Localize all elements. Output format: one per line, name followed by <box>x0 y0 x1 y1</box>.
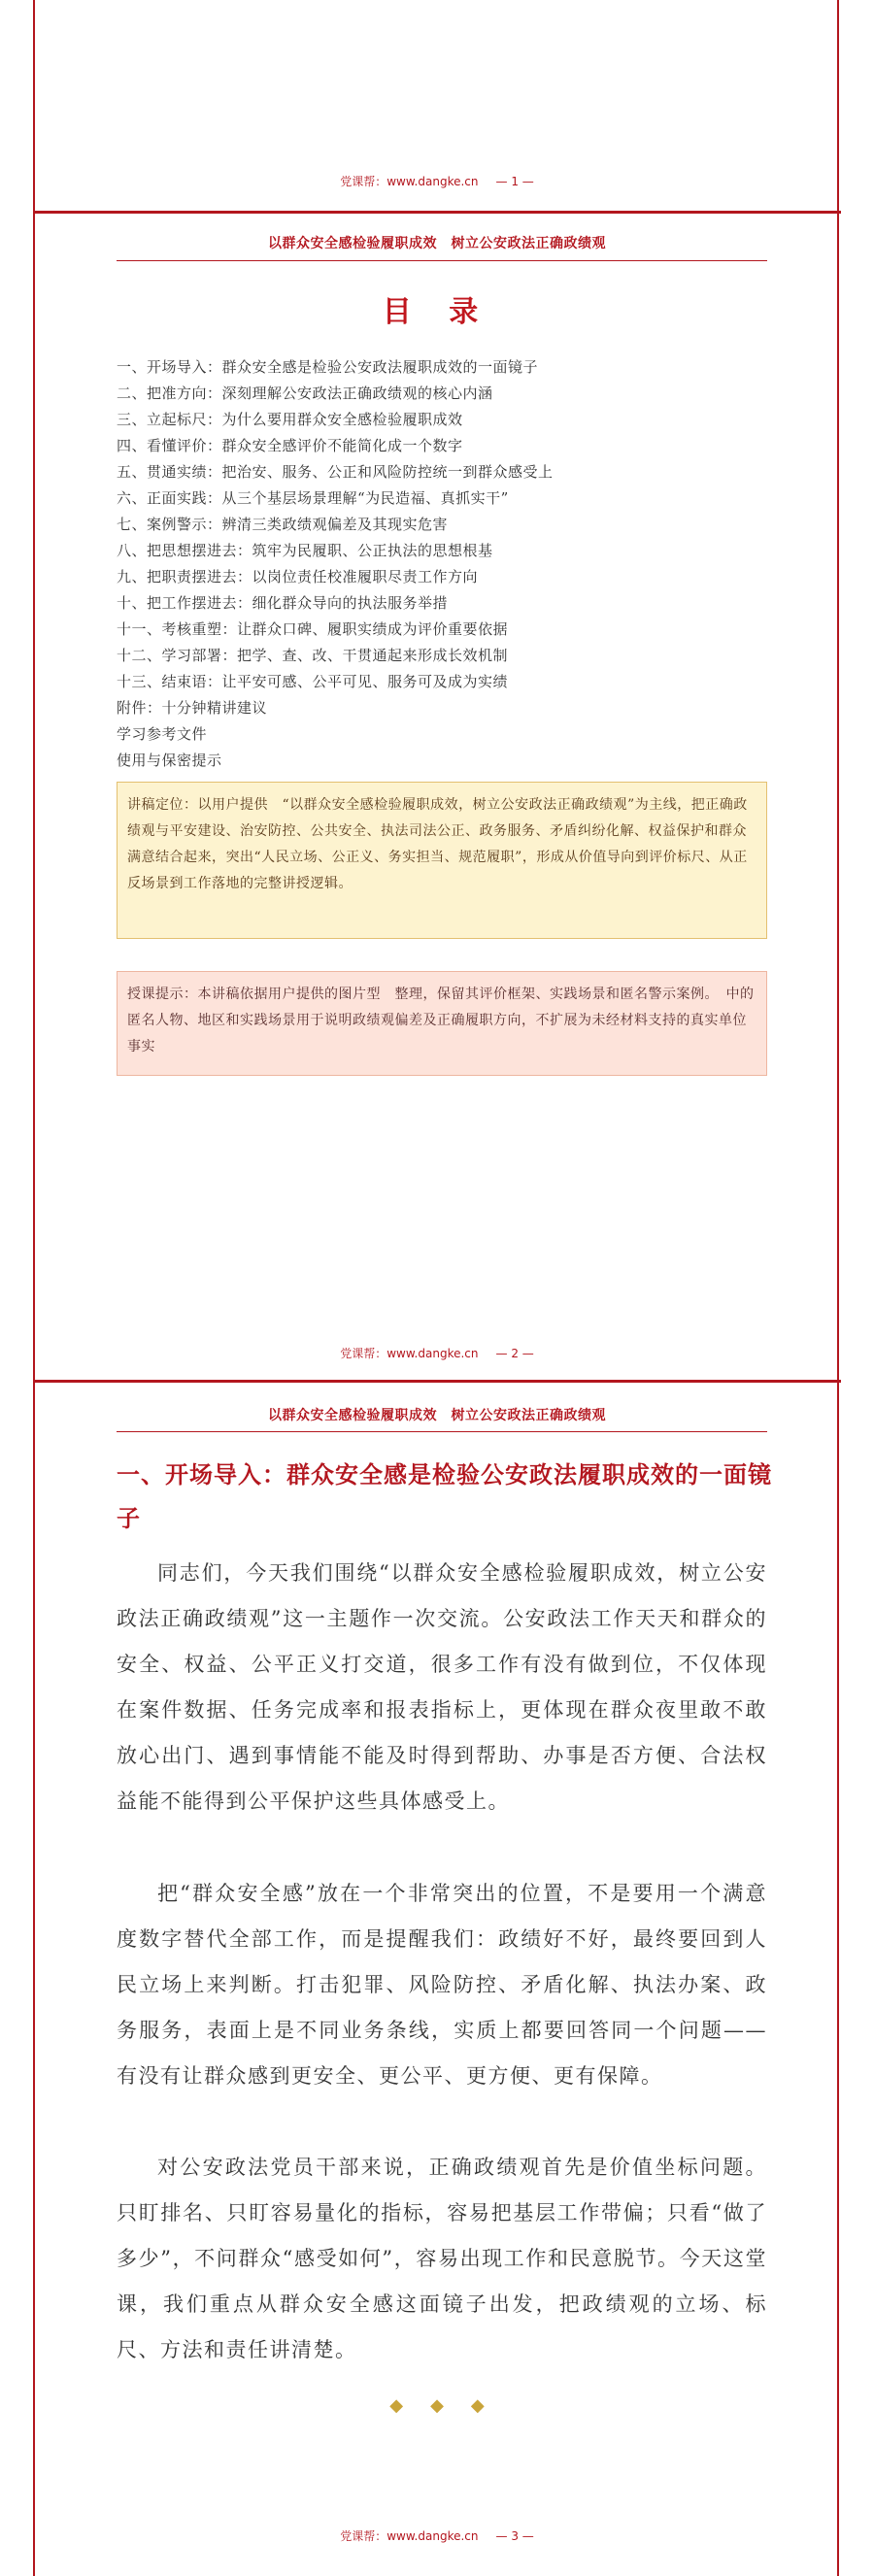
page-2-header-rule <box>117 260 767 261</box>
footer-site: 党课帮：www.dangke.cn <box>340 175 479 188</box>
page-2-footer <box>0 1345 874 1361</box>
toc-item[interactable]: 十、把工作摆进去：细化群众导向的执法服务举措 <box>117 594 449 612</box>
toc-item[interactable]: 九、把职责摆进去：以岗位责任校准履职尽责工作方向 <box>117 568 479 585</box>
section-heading: 一、开场导入：群众安全感是检验公安政法履职成效的一面镜子 <box>117 1460 772 1532</box>
page-3-header-rule <box>117 1431 767 1432</box>
toc-item[interactable]: 八、把思想摆进去：筑牢为民履职、公正执法的思想根基 <box>117 542 493 559</box>
footer-page-number: — 2 — <box>495 1347 534 1360</box>
diamond-icon: ◆ <box>470 2395 485 2416</box>
body-paragraph: 同志们，今天我们围绕“以群众安全感检验履职成效，树立公安政法正确政绩观”这一主题作一次交流。公安政法工作天天和群众的安全、权益、公平正义打交道，很多工作有没有做到位，不仅体现在案件数据、任务完成率和报表指标上，更体现在群众夜里敢不敢放心出门、遇到事情能不能及时得到帮助、办事是否方便、合法权益能不能得到公平保护这些具体感受上。 <box>117 1561 767 1813</box>
page-3-running-header: 以群众安全感检验履职成效 树立公安政法正确政绩观 <box>268 1408 606 1423</box>
toc-item[interactable]: 四、看懂评价：群众安全感评价不能简化成一个数字 <box>117 437 463 454</box>
notice-box: 授课提示：本讲稿依据用户提供的图片型 整理，保留其评价框架、实践场景和匿名警示案例。 中的匿名人物、地区和实践场景用于说明政绩观偏差及正确履职方向，不扩展为未经材料支持的真实单位事实 <box>117 971 767 1076</box>
toc-item[interactable]: 七、案例警示：辨清三类政绩观偏差及其现实危害 <box>117 516 449 533</box>
toc-title: 目 录 <box>382 295 492 329</box>
toc-list <box>117 354 777 774</box>
toc-item[interactable]: 附件：十分钟精讲建议 <box>117 699 268 717</box>
toc-item[interactable]: 使用与保密提示 <box>117 752 222 769</box>
page-2-running-header: 以群众安全感检验履职成效 树立公安政法正确政绩观 <box>268 236 606 251</box>
toc-item[interactable]: 一、开场导入：群众安全感是检验公安政法履职成效的一面镜子 <box>117 358 539 376</box>
page-3-footer <box>0 2527 874 2544</box>
toc-item[interactable]: 六、正面实践：从三个基层场景理解“为民造福、真抓实干” <box>117 489 509 507</box>
footer-site: 党课帮：www.dangke.cn <box>340 2529 479 2543</box>
footer-page-number: — 1 — <box>495 175 534 188</box>
footer-page-number: — 3 — <box>495 2529 534 2543</box>
toc-item[interactable]: 五、贯通实绩：把治安、服务、公正和风险防控统一到群众感受上 <box>117 463 554 481</box>
toc-item[interactable]: 十三、结束语：让平安可感、公平可见、服务可及成为实绩 <box>117 673 509 690</box>
page-1-footer <box>0 173 874 189</box>
body-paragraph: 把“群众安全感”放在一个非常突出的位置，不是要用一个满意度数字替代全部工作，而是提醒我们：政绩好不好，最终要回到人民立场上来判断。打击犯罪、风险防控、矛盾化解、执法办案、政务服务，表面上是不同业务条线，实质上都要回答同一个问题——有没有让群众感到更安全、更公平、更方便、更有保障。 <box>117 1882 767 2088</box>
positioning-box: 讲稿定位：以用户提供 “以群众安全感检验履职成效，树立公安政法正确政绩观”为主线，把正确政绩观与平安建设、治安防控、公共安全、执法司法公正、政务服务、矛盾纠纷化解、权益保护和群众满意结合起来，突出“人民立场、公正义、务实担当、规范履职”，形成从价值导向到评价标尺、从正反场景到工作落地的完整讲授逻辑。 <box>117 782 767 939</box>
diamond-icon: ◆ <box>389 2395 404 2416</box>
body-paragraph: 对公安政法党员干部来说，正确政绩观首先是价值坐标问题。只盯排名、只盯容易量化的指标，容易把基层工作带偏；只看“做了多少”，不问群众“感受如何”，容易出现工作和民意脱节。今天这堂课，我们重点从群众安全感这面镜子出发，把政绩观的立场、标尺、方法和责任讲清楚。 <box>117 2156 767 2361</box>
diamond-icon: ◆ <box>430 2395 444 2416</box>
toc-item[interactable]: 学习参考文件 <box>117 725 208 743</box>
toc-item[interactable]: 三、立起标尺：为什么要用群众安全感检验履职成效 <box>117 411 463 428</box>
footer-site: 党课帮：www.dangke.cn <box>340 1347 479 1360</box>
toc-item[interactable]: 十一、考核重塑：让群众口碑、履职实绩成为评价重要依据 <box>117 620 509 638</box>
toc-item[interactable]: 十二、学习部署：把学、查、改、干贯通起来形成长效机制 <box>117 647 509 664</box>
toc-item[interactable]: 二、把准方向：深刻理解公安政法正确政绩观的核心内涵 <box>117 385 493 402</box>
section-end-ornament <box>0 2395 874 2416</box>
